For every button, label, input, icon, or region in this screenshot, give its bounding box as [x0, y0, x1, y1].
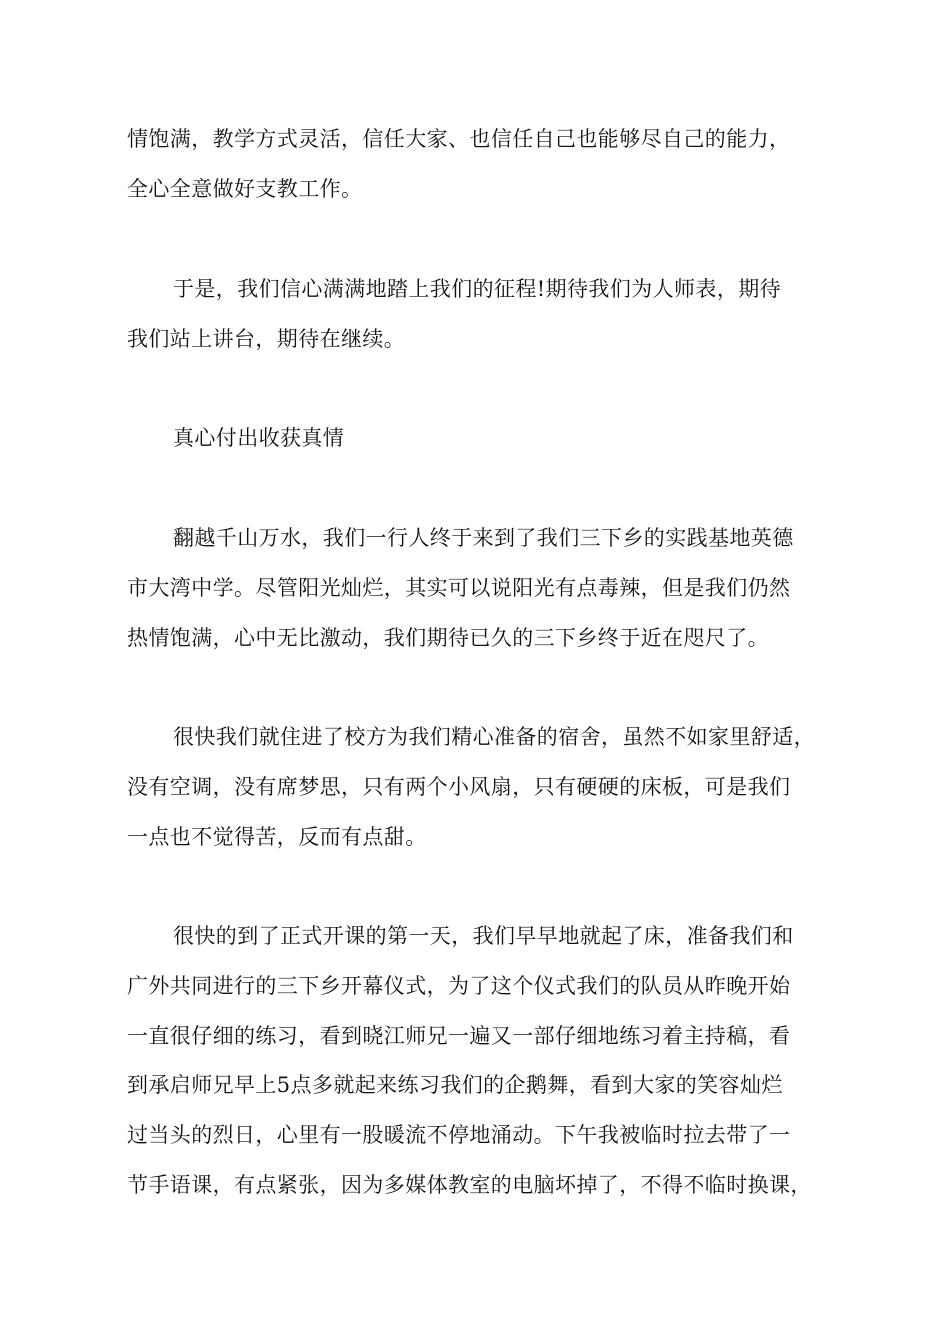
paragraph-line: 没有空调，没有席梦思，只有两个小风扇，只有硬硬的床板，可是我们	[127, 775, 791, 799]
paragraph-line: 广外共同进行的三下乡开幕仪式，为了这个仪式我们的队员从昨晚开始	[127, 974, 791, 998]
paragraph-line: 很快的到了正式开课的第一天，我们早早地就起了床，准备我们和	[173, 924, 794, 948]
paragraph-line: 市大湾中学。尽管阳光灿烂，其实可以说阳光有点毒辣，但是我们仍然	[127, 576, 791, 600]
paragraph-line: 情饱满，教学方式灵活，信任大家、也信任自己也能够尽自己的能力，	[127, 127, 791, 151]
paragraph-line: 热情饱满，心中无比激动，我们期待已久的三下乡终于近在咫尺了。	[127, 626, 769, 650]
paragraph-line: 一点也不觉得苦，反而有点甜。	[127, 825, 427, 849]
paragraph-line: 很快我们就住进了校方为我们精心准备的宿舍，虽然不如家里舒适，	[173, 725, 815, 749]
paragraph-line: 一直很仔细的练习，看到晓江师兄一遍又一部仔细地练习着主持稿，看	[127, 1024, 791, 1048]
paragraph-line: 我们站上讲台，期待在继续。	[127, 327, 406, 351]
paragraph-line: 节手语课，有点紧张，因为多媒体教室的电脑坏掉了，不得不临时换课，	[127, 1173, 812, 1197]
section-heading: 真心付出收获真情	[173, 426, 345, 450]
paragraph-line: 于是，我们信心满满地踏上我们的征程!期待我们为人师表，期待	[173, 277, 782, 301]
paragraph-line: 翻越千山万水，我们一行人终于来到了我们三下乡的实践基地英德	[173, 526, 794, 550]
paragraph-line: 过当头的烈日，心里有一股暖流不停地涌动。下午我被临时拉去带了一	[127, 1123, 791, 1147]
paragraph-line: 到承启师兄早上5点多就起来练习我们的企鹅舞，看到大家的笑容灿烂	[127, 1073, 783, 1097]
paragraph-line: 全心全意做好支教工作。	[127, 177, 363, 201]
